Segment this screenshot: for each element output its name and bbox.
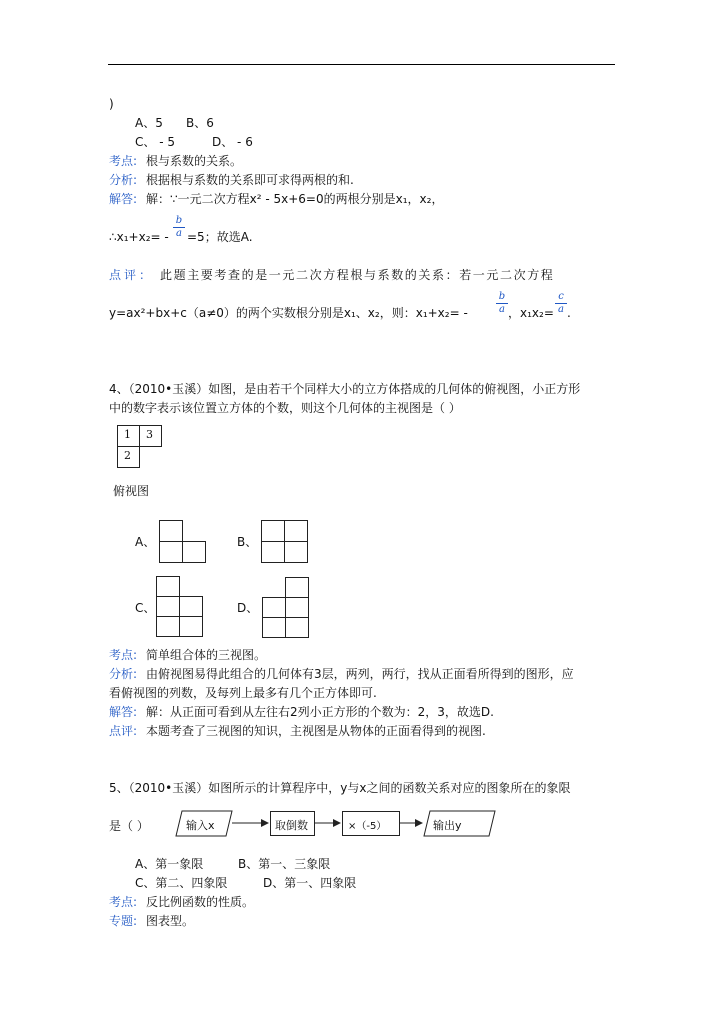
fraction-numerator: c — [558, 291, 564, 302]
q3-dianping-line2-mid: ，x₁x₂= — [508, 306, 554, 320]
option-d-front-view — [262, 577, 312, 639]
q5-stem-line2: 是（ ） — [109, 819, 149, 833]
grid-number: 3 — [146, 428, 153, 441]
q3-dianping-label: 点评： — [109, 268, 155, 282]
fraction-numerator: b — [498, 291, 506, 302]
fraction-c-over-a — [555, 292, 567, 315]
q4-stem-line2: 中的数字表示该位置立方体的个数，则这个几何体的主视图是（ ） — [109, 401, 461, 415]
fraction-b-over-a — [496, 292, 508, 315]
q3-kaodian-label: 考点: — [109, 154, 138, 168]
q4-fenxi-line1: 由俯视图易得此组合的几何体有3层，两列，两行，找从正面看所得到的图形，应 — [146, 667, 574, 681]
top-view-caption: 俯视图 — [113, 484, 150, 498]
q5-kaodian-text: 反比例函数的性质。 — [146, 895, 255, 909]
q5-option-a: A、第一象限 — [135, 857, 204, 871]
header-rule — [108, 64, 615, 65]
option-a-front-view — [159, 520, 209, 563]
q5-option-d: D、第一、四象限 — [263, 876, 357, 890]
fraction-numerator: b — [175, 215, 183, 226]
q5-zhuanti-label: 专题: — [109, 914, 138, 928]
q3-option-b: B、6 — [186, 116, 214, 130]
fraction-denominator: a — [558, 304, 564, 315]
q4-option-b-label: B、 — [237, 535, 258, 549]
grid-number: 2 — [124, 449, 131, 462]
q5-stem-line1: 5、（2010•玉溪）如图所示的计算程序中，y与x之间的函数关系对应的图象所在的象限 — [109, 781, 571, 795]
fraction-denominator: a — [499, 304, 505, 315]
q4-dianping-text: 本题考查了三视图的知识，主视图是从物体的正面看得到的视图. — [146, 724, 486, 738]
flow-output-label: 输出y — [433, 819, 462, 832]
q4-kaodian-text: 简单组合体的三视图。 — [146, 648, 267, 662]
q5-option-b: B、第一、三象限 — [238, 857, 331, 871]
q3-dianping-line1: 此题主要考查的是一元二次方程根与系数的关系：若一元二次方程 — [160, 268, 555, 282]
fraction-b-over-a — [173, 216, 185, 239]
q3-kaodian-text: 根与系数的关系。 — [146, 154, 243, 168]
flow-recip-label: 取倒数 — [275, 819, 308, 832]
option-c-front-view — [156, 576, 206, 638]
q3-jieda-text: 解：∵一元二次方程x² - 5x+6=0的两根分别是x₁，x₂， — [146, 192, 444, 206]
q4-jieda-label: 解答: — [109, 705, 138, 719]
q4-option-c-label: C、 — [135, 601, 156, 615]
q3-jieda-line2-post: =5；故选A. — [187, 230, 253, 244]
q4-stem-line1: 4、（2010•玉溪）如图，是由若干个同样大小的立方体搭成的几何体的俯视图，小正方形 — [109, 382, 581, 396]
q3-option-d: D、 - 6 — [212, 135, 253, 149]
q4-fenxi-label: 分析: — [109, 667, 138, 681]
q4-dianping-label: 点评: — [109, 724, 138, 738]
q3-dianping-line2-pre: y=ax²+bx+c（a≠0）的两个实数根分别是x₁、x₂，则：x₁+x₂= - — [109, 306, 468, 320]
option-b-front-view — [261, 520, 311, 563]
q3-jieda-label: 解答: — [109, 192, 138, 206]
fraction-denominator: a — [176, 228, 182, 239]
flow-input-label: 输入x — [186, 819, 215, 832]
q4-option-d-label: D、 — [237, 601, 259, 615]
q3-fenxi-text: 根据根与系数的关系即可求得两根的和. — [146, 173, 354, 187]
q5-option-c: C、第二、四象限 — [135, 876, 228, 890]
q3-paren: ) — [109, 97, 114, 111]
q5-kaodian-label: 考点: — [109, 895, 138, 909]
q4-jieda-text: 解：从正面可看到从左往右2列小正方形的个数为：2，3，故选D. — [146, 705, 494, 719]
q3-option-a: A、5 — [135, 116, 163, 130]
q5-zhuanti-text: 图表型。 — [146, 914, 195, 928]
grid-number: 1 — [124, 428, 131, 441]
q3-dianping-line2-end: . — [567, 306, 571, 320]
q4-option-a-label: A、 — [135, 535, 156, 549]
q3-option-c: C、 - 5 — [135, 135, 175, 149]
q3-jieda-line2-pre: ∴x₁+x₂= - — [109, 230, 169, 244]
flow-mult-label: ×（-5） — [348, 821, 387, 832]
q4-fenxi-line2: 看俯视图的列数，及每列上最多有几个正方体即可. — [109, 686, 377, 700]
q3-fenxi-label: 分析: — [109, 173, 138, 187]
q4-kaodian-label: 考点: — [109, 648, 138, 662]
